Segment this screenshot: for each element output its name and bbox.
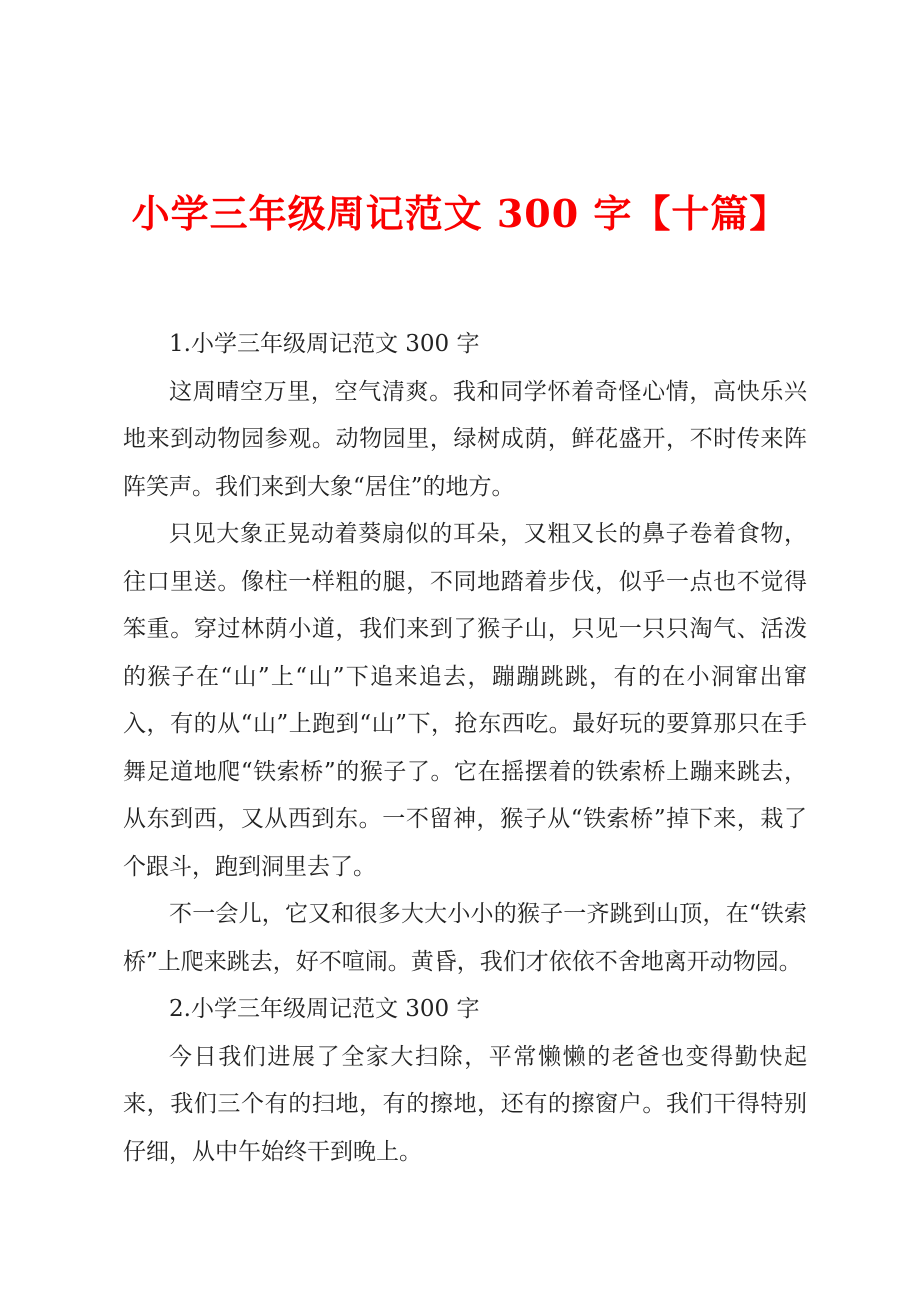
paragraph: 今日我们进展了全家大扫除，平常懒懒的老爸也变得勤快起来，我们三个有的扫地，有的擦地，还有的擦窗户。我们干得特别仔细，从中午始终干到晚上。 <box>123 1043 807 1165</box>
section-1-heading: 1.小学三年级周记范文 300 字 <box>169 331 480 357</box>
paragraph: 只见大象正晃动着葵扇似的耳朵，又粗又长的鼻子卷着食物，往口里送。像柱一样粗的腿，不同地踏着步伐，似乎一点也不觉得笨重。穿过林荫小道，我们来到了猴子山，只见一只只淘气、活泼的猴子在“山”上“山”下追来追去，蹦蹦跳跳，有的在小洞窜出窜入，有的从“山”上跑到“山”下，抢东西吃。最好玩的要算那只在手舞足道地爬“铁索桥”的猴子了。它在摇摆着的铁索桥上蹦来跳去，从东到西，又从西到东。一不留神，猴子从“铁索桥”掉下来，栽了个跟斗，跑到洞里去了。 <box>123 521 807 880</box>
document-body <box>123 321 807 1176</box>
paragraph: 这周晴空万里，空气清爽。我和同学怀着奇怪心情，高快乐兴地来到动物园参观。动物园里，绿树成荫，鲜花盛开，不时传来阵阵笑声。我们来到大象“居住”的地方。 <box>123 378 807 500</box>
section-2-heading: 2.小学三年级周记范文 300 字 <box>169 996 480 1022</box>
document-title: 小学三年级周记范文 300 字【十篇】 <box>131 191 789 236</box>
paragraph: 不一会儿，它又和很多大大小小的猴子一齐跳到山顶，在“铁索桥”上爬来跳去，好不喧闹。黄昏，我们才依依不舍地离开动物园。 <box>123 901 807 975</box>
